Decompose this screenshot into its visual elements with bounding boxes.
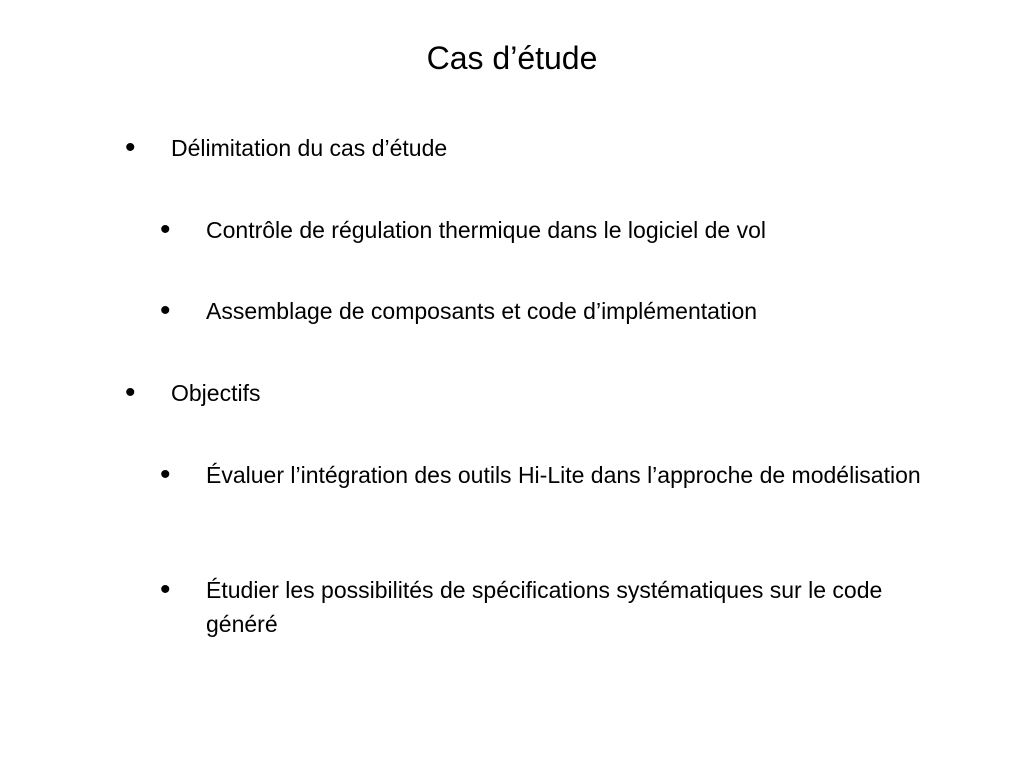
bullet-dot-icon: •	[125, 131, 136, 164]
bullet-dot-icon: •	[160, 573, 171, 606]
bullet-dot-icon: •	[125, 376, 136, 409]
bullet-text: Contrôle de régulation thermique dans le logiciel de vol	[206, 217, 767, 243]
bullet-text: Assemblage de composants et code d’implémentation	[206, 298, 758, 324]
bullet-dot-icon: •	[160, 458, 171, 491]
bullet-text: Objectifs	[171, 380, 261, 406]
bullet-text: Étudier les possibilités de spécifications systématiques sur le code généré	[206, 577, 883, 637]
bullet-dot-icon: •	[160, 294, 171, 327]
slide-title: Cas d’étude	[426, 40, 598, 76]
bullet-dot-icon: •	[160, 213, 171, 246]
bullet-text: Délimitation du cas d’étude	[171, 135, 448, 161]
bullet-text: Évaluer l’intégration des outils Hi-Lite dans l’approche de modélisation	[206, 462, 921, 488]
